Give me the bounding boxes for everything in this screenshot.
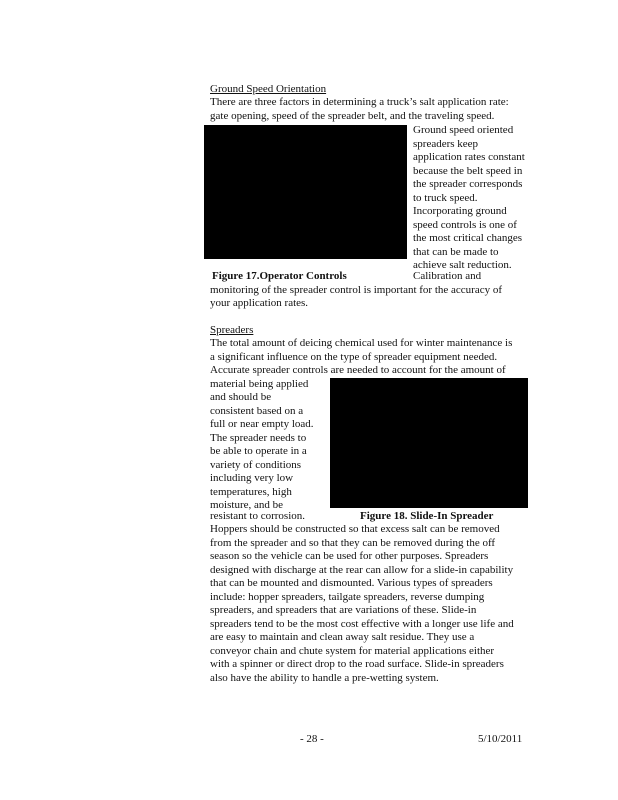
- paragraph-line: include: hopper spreaders, tailgate spreaders, reverse dumping: [210, 591, 485, 603]
- paragraph-line: your application rates.: [210, 297, 309, 309]
- figure-caption-18: Figure 18. Slide-In Spreader: [360, 510, 494, 522]
- paragraph-line: also have the ability to handle a pre-wetting system.: [210, 672, 439, 684]
- paragraph-line: Calibration and: [413, 270, 482, 282]
- paragraph-line: full or near empty load.: [210, 418, 314, 430]
- page-number: - 28 -: [300, 733, 324, 745]
- paragraph-line: resistant to corrosion.: [210, 510, 306, 522]
- paragraph-line: Accurate spreader controls are needed to account for the amount of: [210, 364, 506, 376]
- slide-in-spreader-photo: [330, 378, 528, 508]
- paragraph-line: There are three factors in determining a truck’s salt application rate:: [210, 96, 509, 108]
- paragraph-line: be able to operate in a: [210, 445, 307, 457]
- paragraph-line: Ground speed oriented: [413, 124, 514, 136]
- paragraph-line: to truck speed.: [413, 192, 478, 204]
- paragraph-line: spreaders keep: [413, 138, 479, 150]
- figure-caption-17: Figure 17.Operator Controls: [212, 270, 347, 282]
- paragraph-line: designed with discharge at the rear can allow for a slide-in capability: [210, 564, 514, 576]
- paragraph-line: material being applied: [210, 378, 309, 390]
- paragraph-line: temperatures, high: [210, 486, 292, 498]
- paragraph-line: consistent based on a: [210, 405, 304, 417]
- section-heading-spreaders: Spreaders: [210, 324, 254, 336]
- paragraph-line: Hoppers should be constructed so that excess salt can be removed: [210, 523, 500, 535]
- paragraph-line: speed controls is one of: [413, 219, 517, 231]
- paragraph-line: that can be mounted and dismounted. Various types of spreaders: [210, 577, 493, 589]
- section-heading-ground-speed: Ground Speed Orientation: [210, 83, 327, 95]
- paragraph-line: achieve salt reduction.: [413, 259, 512, 271]
- paragraph-line: The total amount of deicing chemical used for winter maintenance is: [210, 337, 513, 349]
- paragraph-line: monitoring of the spreader control is important for the accuracy of: [210, 284, 503, 296]
- paragraph-line: Incorporating ground: [413, 205, 507, 217]
- paragraph-line: moisture, and be: [210, 499, 284, 511]
- paragraph-line: variety of conditions: [210, 459, 302, 471]
- paragraph-line: and should be: [210, 391, 272, 403]
- paragraph-line: including very low: [210, 472, 294, 484]
- paragraph-line: spreaders tend to be the most cost effective with a longer use life and: [210, 618, 514, 630]
- paragraph-line: from the spreader and so that they can be removed during the off: [210, 537, 496, 549]
- paragraph-line: a significant influence on the type of spreader equipment needed.: [210, 351, 498, 363]
- paragraph-line: application rates constant: [413, 151, 525, 163]
- paragraph-line: the most critical changes: [413, 232, 523, 244]
- paragraph-line: spreaders, and spreaders that are variations of these. Slide-in: [210, 604, 477, 616]
- paragraph-line: with a spinner or direct drop to the road surface. Slide-in spreaders: [210, 658, 504, 670]
- paragraph-line: are easy to maintain and clean away salt residue. They use a: [210, 631, 475, 643]
- paragraph-line: conveyor chain and chute system for material applications either: [210, 645, 495, 657]
- paragraph-line: The spreader needs to: [210, 432, 307, 444]
- operator-controls-photo: [204, 125, 407, 259]
- paragraph-line: because the belt speed in: [413, 165, 523, 177]
- paragraph-line: season so the vehicle can be used for other purposes. Spreaders: [210, 550, 489, 562]
- paragraph-line: the spreader corresponds: [413, 178, 523, 190]
- footer-date: 5/10/2011: [478, 733, 523, 745]
- paragraph-line: that can be made to: [413, 246, 499, 258]
- paragraph-line: gate opening, speed of the spreader belt, and the traveling speed.: [210, 110, 495, 122]
